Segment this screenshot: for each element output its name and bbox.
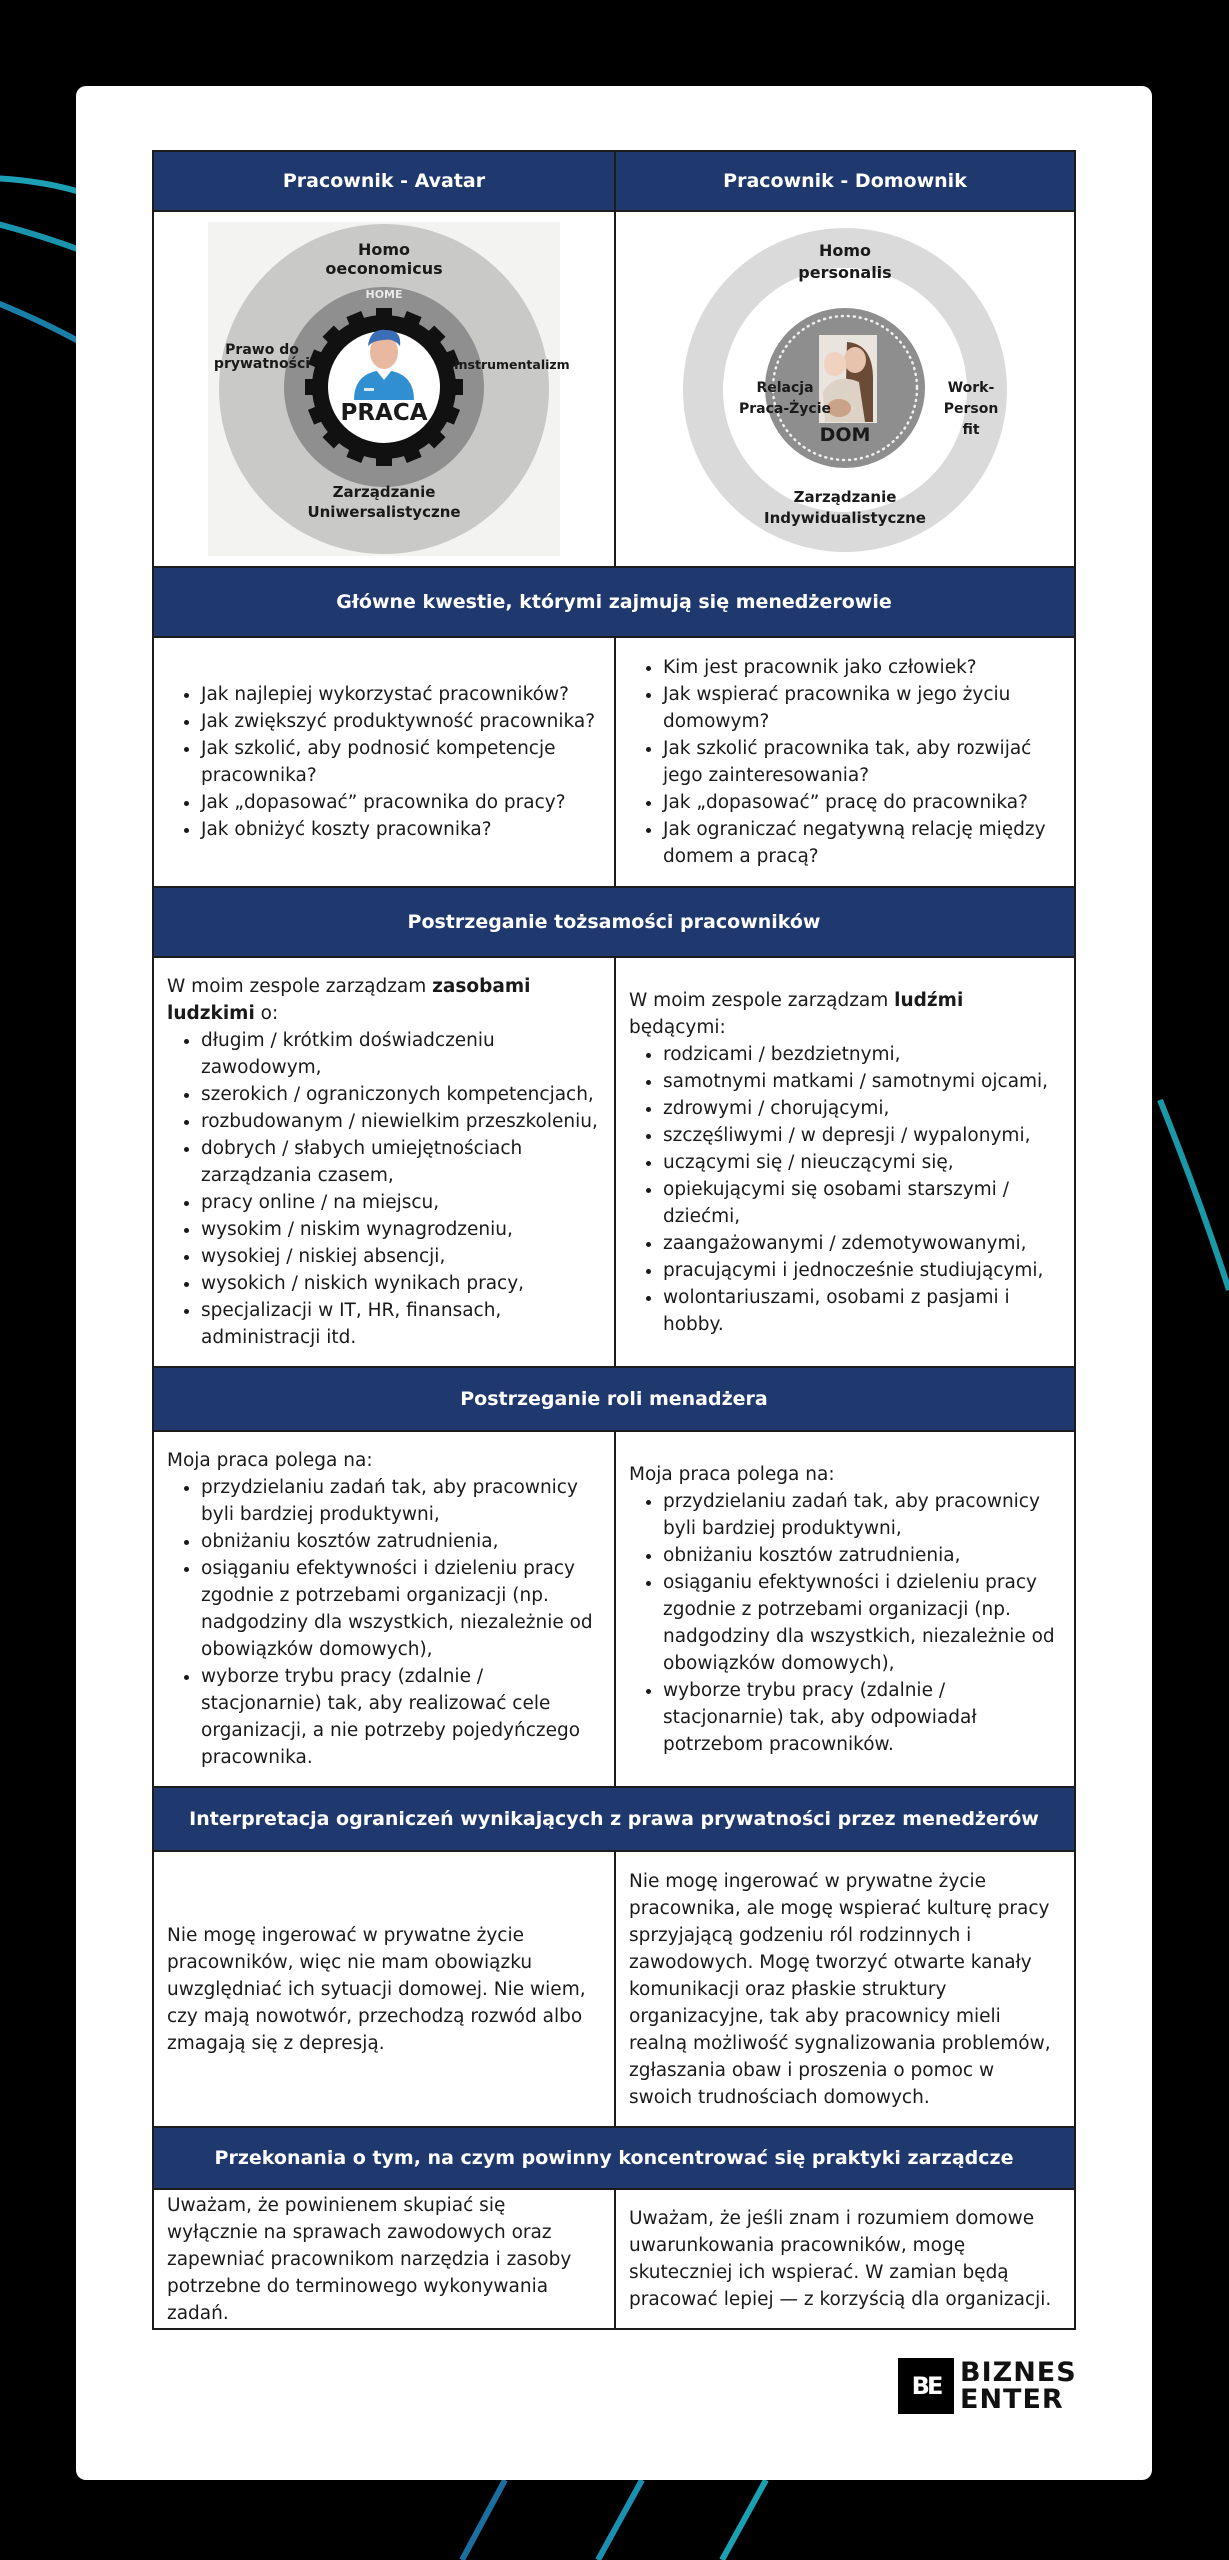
- list-item: • pracującymi i jednocześnie studiującymi,: [663, 1257, 1060, 1284]
- list-item: • pracy online / na miejscu,: [201, 1189, 600, 1216]
- right-cell: [614, 638, 1074, 886]
- right-cell: [614, 958, 1074, 1366]
- list-item: • wyborze trybu pracy (zdalnie / stacjonarnie) tak, aby odpowiadał potrzebom pracowników.: [663, 1677, 1060, 1758]
- list-item: • specjalizacji w IT, HR, finansach, administracji itd.: [201, 1297, 600, 1351]
- teal-line: [1160, 1100, 1229, 1290]
- bullet-list: [167, 681, 600, 843]
- logo-mark: BE: [898, 2358, 954, 2414]
- section-row: [154, 638, 1074, 888]
- label-fit: fit: [962, 422, 980, 438]
- list-item: • samotnymi matkami / samotnymi ojcami,: [663, 1068, 1060, 1095]
- label-dom: DOM: [819, 424, 871, 446]
- label-personalis: personalis: [798, 263, 892, 282]
- label-praca-zycie: Praca-Życie: [738, 401, 832, 417]
- list-item: • wysokiej / niskiej absencji,: [201, 1243, 600, 1270]
- list-item: • przydzielaniu zadań tak, aby pracownicy byli bardziej produktywni,: [663, 1488, 1060, 1542]
- section-header: Postrzeganie roli menadżera: [154, 1368, 1074, 1432]
- list-item: • osiąganiu efektywności i dzieleniu pracy zgodnie z potrzebami organizacji (np. nadgodziny dla wszystkich, niezależnie od obowiązków domowych),: [663, 1569, 1060, 1677]
- section-header: Interpretacja ograniczeń wynikających z prawa prywatności przez menedżerów: [154, 1788, 1074, 1852]
- left-cell: [154, 1432, 614, 1786]
- label-home: HOME: [365, 288, 403, 301]
- list-item: • długim / krótkim doświadczeniu zawodowym,: [201, 1027, 600, 1081]
- right-cell: [614, 2190, 1074, 2328]
- list-item: • obniżaniu kosztów zatrudnienia,: [663, 1542, 1060, 1569]
- list-item: • obniżaniu kosztów zatrudnienia,: [201, 1528, 600, 1555]
- label-uniwersalistyczne: Uniwersalistyczne: [307, 503, 461, 521]
- section-row: [154, 1852, 1074, 2128]
- left-cell: [154, 1852, 614, 2126]
- label-zarzadzanie: Zarządzanie: [332, 483, 436, 501]
- label-relacja: Relacja: [756, 380, 814, 396]
- bullet-list: [629, 1041, 1060, 1338]
- column-header-row: [154, 152, 1074, 212]
- list-item: • Jak szkolić, aby podnosić kompetencje pracownika?: [201, 735, 600, 789]
- blue-line: [0, 300, 80, 342]
- list-item: • opiekującymi się osobami starszymi / dziećmi,: [663, 1176, 1060, 1230]
- teal-line: [0, 222, 80, 250]
- list-item: • wysokich / niskich wynikach pracy,: [201, 1270, 600, 1297]
- list-item: • Jak ograniczać negatywną relację między domem a pracą?: [663, 816, 1060, 870]
- label-prawo-do: Prawo do: [225, 342, 299, 358]
- logo-text-enter: ENTER: [960, 2384, 1064, 2415]
- label-work-person: Work-Person: [943, 380, 999, 417]
- cell-text: Uważam, że powinienem skupiać się wyłącznie na sprawach zawodowych oraz zapewniać pracownikom narzędzia i zasoby potrzebne do terminowego wykonywania zadań.: [167, 2194, 572, 2324]
- right-cell: [614, 1432, 1074, 1786]
- left-cell: [154, 958, 614, 1366]
- list-item: • Jak zwiększyć produktywność pracownika?: [201, 708, 600, 735]
- cell-text: Nie mogę ingerować w prywatne życie pracownika, ale mogę wspierać kulturę pracy sprzyjającą godzeniu ról rodzinnych i zawodowych. Mogę tworzyć otwarte kanały komunikacji oraz płaskie struktury organizacyjne, tak aby pracownicy mieli realną możliwość sygnalizowania problemów, zgłaszania obaw i proszenia o pomoc w swoich trudnościach domowych.: [629, 1870, 1051, 2108]
- label-zarzadzanie: Zarządzanie: [793, 488, 897, 506]
- label-prywatnosci-line: prywatności: [213, 356, 311, 372]
- content-card: [76, 86, 1152, 2480]
- section-row: [154, 2190, 1074, 2328]
- list-item: • rodzicami / bezdzietnymi,: [663, 1041, 1060, 1068]
- column-header-avatar: Pracownik - Avatar: [282, 170, 486, 192]
- bullet-list: [629, 654, 1060, 870]
- bullet-list: [629, 1488, 1060, 1758]
- logo-text-biznes: BIZNES: [960, 2357, 1077, 2388]
- teal-line: [0, 178, 80, 192]
- section-header: Główne kwestie, którymi zajmują się menedżerowie: [154, 568, 1074, 638]
- left-cell: [154, 638, 614, 886]
- comparison-table: [152, 150, 1076, 2330]
- list-item: • Jak „dopasować” pracę do pracownika?: [663, 789, 1060, 816]
- domownik-diagram: [669, 222, 1021, 556]
- list-item: • uczącymi się / nieuczącymi się,: [663, 1149, 1060, 1176]
- intro-text: W moim zespole zarządzam ludźmi będącymi:: [629, 989, 964, 1038]
- label-instrumentalizm: Instrumentalizm: [454, 357, 570, 372]
- intro-text: Moja praca polega na:: [629, 1463, 835, 1485]
- cell-text: Nie mogę ingerować w prywatne życie pracowników, więc nie mam obowiązku uwzględniać ich sytuacji domowej. Nie wiem, czy mają nowotwór, przechodzą rozwód albo zmagają się z depresją.: [167, 1924, 586, 2054]
- section-row: [154, 958, 1074, 1368]
- bullet-list: [167, 1027, 600, 1351]
- label-homo: Homo: [357, 240, 411, 259]
- left-cell: [154, 2190, 614, 2328]
- section-header: Postrzeganie tożsamości pracowników: [154, 888, 1074, 958]
- section-header: Przekonania o tym, na czym powinny koncentrować się praktyki zarządcze: [154, 2128, 1074, 2190]
- intro-text: W moim zespole zarządzam zasobami ludzkimi o:: [167, 976, 531, 1024]
- label-indywidualistyczne: Indywidualistyczne: [764, 509, 926, 527]
- blue-line: [462, 2480, 505, 2560]
- list-item: • wyborze trybu pracy (zdalnie / stacjonarnie) tak, aby realizować cele organizacji, a nie potrzeby pojedyńczego pracownika.: [201, 1663, 600, 1771]
- list-item: • Jak obniżyć koszty pracownika?: [201, 816, 600, 843]
- right-cell: [614, 1852, 1074, 2126]
- teal-line: [598, 2480, 642, 2560]
- list-item: • przydzielaniu zadań tak, aby pracownicy byli bardziej produktywni,: [201, 1474, 600, 1528]
- label-praca: PRACA: [340, 400, 428, 426]
- list-item: • dobrych / słabych umiejętnościach zarządzania czasem,: [201, 1135, 600, 1189]
- list-item: • wysokim / niskim wynagrodzeniu,: [201, 1216, 600, 1243]
- biznes-enter-logo: [898, 2358, 1077, 2414]
- column-header-domownik: Pracownik - Domownik: [614, 152, 1074, 210]
- cell-text: Uważam, że jeśli znam i rozumiem domowe uwarunkowania pracowników, mogę skuteczniej ich wspierać. W zamian będą pracować lepiej — z korzyścią dla organizacji.: [629, 2208, 1052, 2310]
- list-item: • szerokich / ograniczonych kompetencjach,: [201, 1081, 600, 1108]
- list-item: • wolontariuszami, osobami z pasjami i hobby.: [663, 1284, 1060, 1338]
- list-item: • osiąganiu efektywności i dzieleniu pracy zgodnie z potrzebami organizacji (np. nadgodziny dla wszystkich, niezależnie od obowiązków domowych),: [201, 1555, 600, 1663]
- list-item: • zdrowymi / chorującymi,: [663, 1095, 1060, 1122]
- label-homo: Homo: [818, 241, 872, 260]
- list-item: • szczęśliwymi / w depresji / wypalonymi,: [663, 1122, 1060, 1149]
- bullet-list: [167, 1474, 600, 1771]
- list-item: • Kim jest pracownik jako człowiek?: [663, 654, 1060, 681]
- list-item: • zaangażowanymi / zdemotywowanymi,: [663, 1230, 1060, 1257]
- list-item: • rozbudowanym / niewielkim przeszkoleniu,: [201, 1108, 600, 1135]
- list-item: • Jak szkolić pracownika tak, aby rozwijać jego zainteresowania?: [663, 735, 1060, 789]
- section-row: [154, 1432, 1074, 1788]
- bold-phrase: zasobami ludzkimi: [167, 976, 531, 1024]
- list-item: • Jak „dopasować” pracownika do pracy?: [201, 789, 600, 816]
- list-item: • Jak wspierać pracownika w jego życiu domowym?: [663, 681, 1060, 735]
- diagram-row: [154, 212, 1074, 568]
- intro-text: Moja praca polega na:: [167, 1450, 373, 1471]
- avatar-diagram: [208, 222, 570, 556]
- bold-phrase: ludźmi: [894, 989, 964, 1011]
- label-oeconomicus: oeconomicus: [325, 259, 443, 278]
- list-item: • Jak najlepiej wykorzystać pracowników?: [201, 681, 600, 708]
- teal-line: [722, 2480, 766, 2560]
